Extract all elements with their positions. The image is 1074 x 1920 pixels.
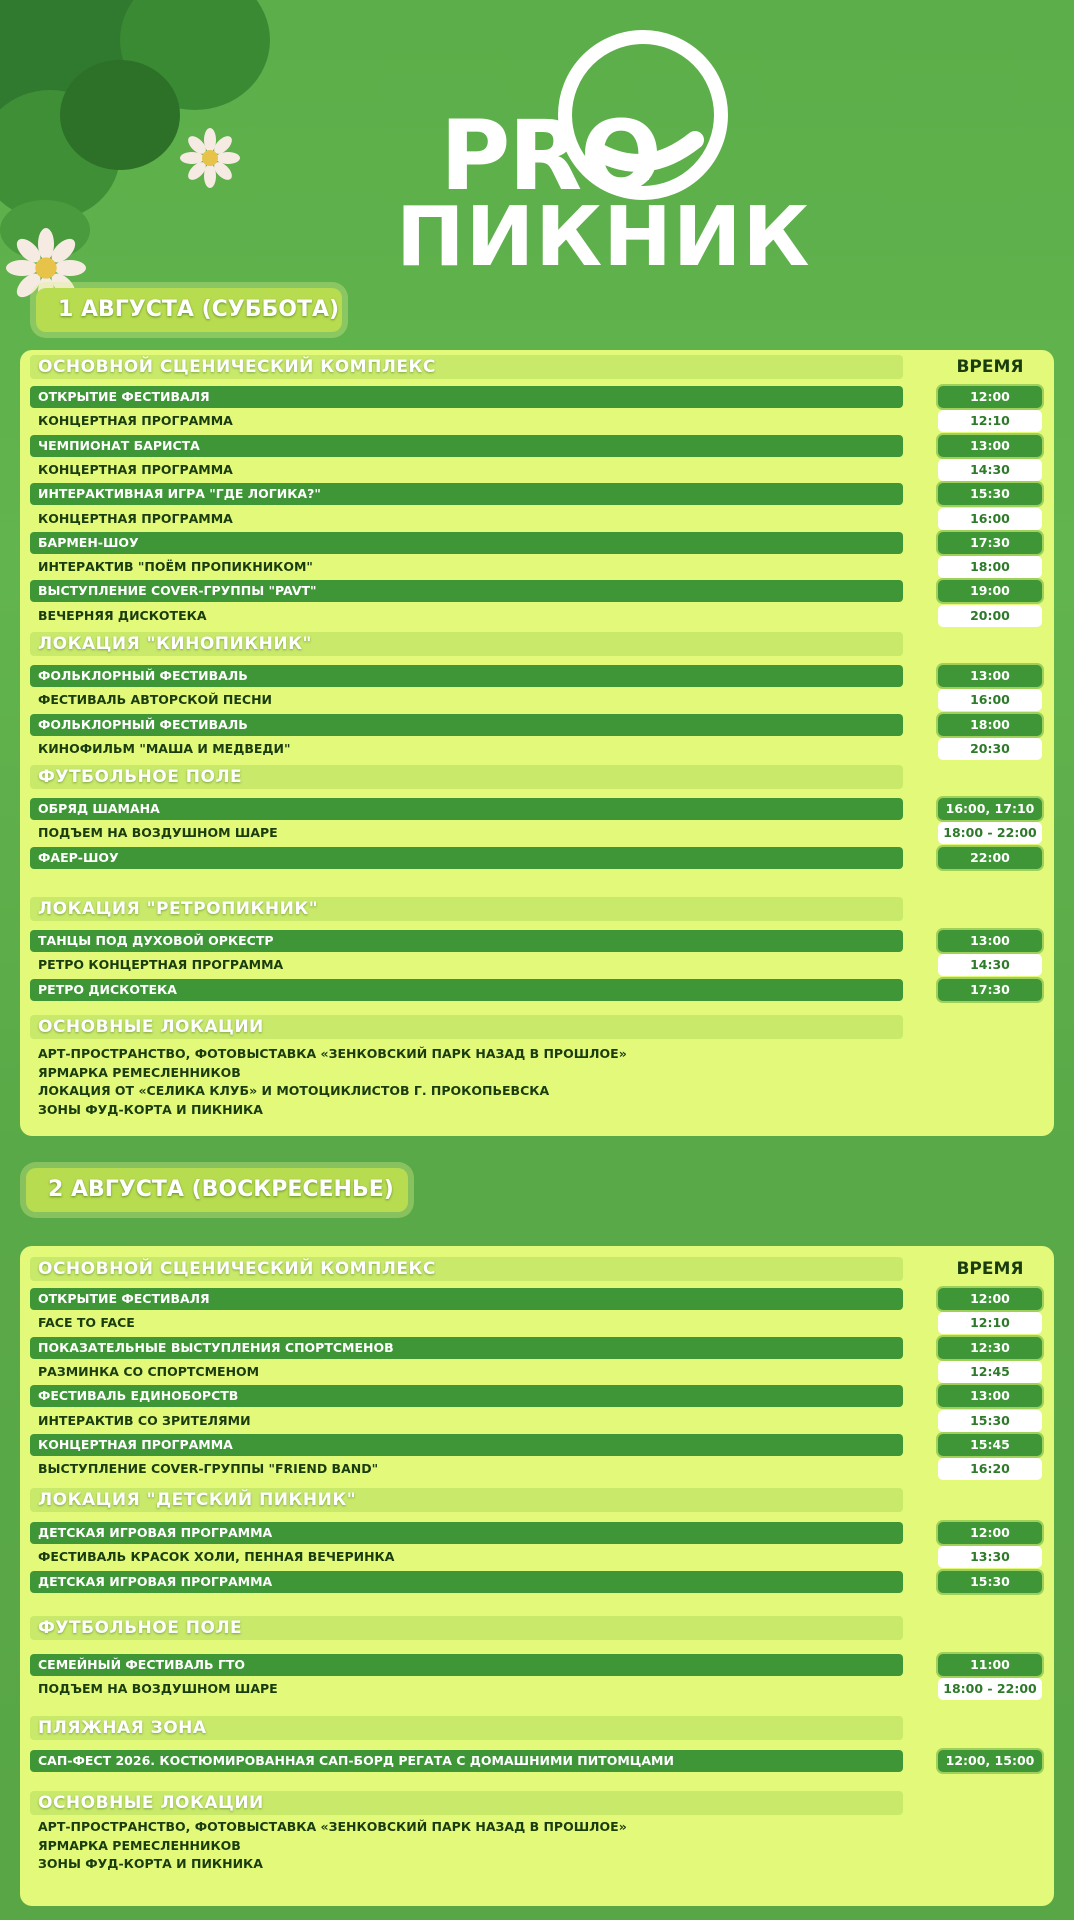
day1-schedule-panel	[20, 350, 1054, 1136]
event-time: 18:00 - 22:00	[938, 822, 1042, 844]
event-name: САП-ФЕСТ 2026. КОСТЮМИРОВАННАЯ САП-БОРД РЕГАТА С ДОМАШНИМИ ПИТОМЦАМИ	[30, 1750, 903, 1772]
locations-title: ОСНОВНЫЕ ЛОКАЦИИ	[30, 1791, 903, 1815]
event-time: 15:30	[938, 483, 1042, 505]
schedule-row	[30, 1571, 1044, 1593]
event-name: ИНТЕРАКТИВ СО ЗРИТЕЛЯМИ	[38, 1412, 251, 1428]
event-time: 18:00	[938, 714, 1042, 736]
schedule-row	[30, 1678, 1044, 1700]
day1-heading: 1 АВГУСТА (СУББОТА)	[36, 288, 342, 332]
event-name: ФЕСТИВАЛЬ ЕДИНОБОРСТВ	[30, 1385, 903, 1407]
event-name: КИНОФИЛЬМ "МАША И МЕДВЕДИ"	[38, 740, 291, 756]
event-time: 12:00	[938, 1522, 1042, 1544]
event-time: 18:00	[938, 556, 1042, 578]
event-time: 12:10	[938, 1312, 1042, 1334]
location-item: ЗОНЫ ФУД-КОРТА И ПИКНИКА	[38, 1856, 263, 1871]
event-time: 16:20	[938, 1458, 1042, 1480]
section-title: ЛОКАЦИЯ "КИНОПИКНИК"	[30, 632, 903, 656]
event-time: 12:45	[938, 1361, 1042, 1383]
event-time: 18:00 - 22:00	[938, 1678, 1042, 1700]
event-time: 22:00	[938, 847, 1042, 869]
event-time: 12:00	[938, 1288, 1042, 1310]
event-time: 20:30	[938, 738, 1042, 760]
event-time: 13:00	[938, 665, 1042, 687]
event-time: 12:00	[938, 386, 1042, 408]
event-name: ПОДЪЕМ НА ВОЗДУШНОМ ШАРЕ	[38, 1681, 278, 1697]
schedule-row	[30, 822, 1044, 844]
event-time: 14:30	[938, 459, 1042, 481]
event-name: ТАНЦЫ ПОД ДУХОВОЙ ОРКЕСТР	[30, 930, 903, 952]
event-time: 12:00, 15:00	[938, 1750, 1042, 1772]
day2-heading: 2 АВГУСТА (ВОСКРЕСЕНЬЕ)	[26, 1168, 408, 1212]
event-name: ИНТЕРАКТИВНАЯ ИГРА "ГДЕ ЛОГИКА?"	[30, 483, 903, 505]
logo	[380, 30, 811, 300]
section-title: ПЛЯЖНАЯ ЗОНА	[30, 1716, 903, 1740]
event-time: 12:10	[938, 410, 1042, 432]
event-name: СЕМЕЙНЫЙ ФЕСТИВАЛЬ ГТО	[30, 1654, 903, 1676]
event-name: ЧЕМПИОНАТ БАРИСТА	[30, 435, 903, 457]
event-name: БАРМЕН-ШОУ	[30, 532, 903, 554]
schedule-row	[30, 1288, 1044, 1310]
schedule-row	[30, 930, 1044, 952]
event-name: ОТКРЫТИЕ ФЕСТИВАЛЯ	[30, 386, 903, 408]
schedule-row	[30, 1654, 1044, 1676]
event-name: КОНЦЕРТНАЯ ПРОГРАММА	[38, 413, 233, 429]
event-time: 16:00, 17:10	[938, 798, 1042, 820]
event-name: ИНТЕРАКТИВ "ПОЁМ ПРОПИКНИКОМ"	[38, 559, 313, 575]
schedule-row	[30, 532, 1044, 554]
schedule-row	[30, 689, 1044, 711]
event-time: 17:30	[938, 979, 1042, 1001]
event-time: 17:30	[938, 532, 1042, 554]
schedule-row	[30, 459, 1044, 481]
schedule-row	[30, 556, 1044, 578]
event-name: ВЕЧЕРНЯЯ ДИСКОТЕКА	[38, 607, 207, 623]
section-title: ЛОКАЦИЯ "РЕТРОПИКНИК"	[30, 897, 903, 921]
location-item: ЯРМАРКА РЕМЕСЛЕННИКОВ	[38, 1064, 241, 1080]
event-time: 16:00	[938, 508, 1042, 530]
event-name: ФОЛЬКЛОРНЫЙ ФЕСТИВАЛЬ	[30, 714, 903, 736]
event-name: ДЕТСКАЯ ИГРОВАЯ ПРОГРАММА	[30, 1571, 903, 1593]
logo-text-piknik: ПИКНИК	[396, 190, 811, 285]
schedule-row	[30, 1385, 1044, 1407]
event-name: ВЫСТУПЛЕНИЕ COVER-ГРУППЫ "PAVT"	[30, 580, 903, 602]
section-title: ЛОКАЦИЯ "ДЕТСКИЙ ПИКНИК"	[30, 1488, 903, 1512]
event-time: 13:00	[938, 435, 1042, 457]
time-column-header: ВРЕМЯ	[956, 357, 1024, 377]
schedule-row	[30, 1312, 1044, 1334]
schedule-row	[30, 1458, 1044, 1480]
schedule-row	[30, 435, 1044, 457]
day2-schedule-panel	[20, 1246, 1054, 1906]
schedule-row	[30, 798, 1044, 820]
schedule-row	[30, 1546, 1044, 1568]
schedule-row	[30, 1361, 1044, 1383]
event-time: 13:00	[938, 1385, 1042, 1407]
event-name: ПОДЪЕМ НА ВОЗДУШНОМ ШАРЕ	[38, 825, 278, 841]
event-name: ФЕСТИВАЛЬ АВТОРСКОЙ ПЕСНИ	[38, 692, 273, 708]
event-name: ВЫСТУПЛЕНИЕ COVER-ГРУППЫ "FRIEND BAND"	[38, 1461, 379, 1477]
event-time: 12:30	[938, 1337, 1042, 1359]
event-name: FACE TO FACE	[38, 1315, 135, 1331]
event-name: КОНЦЕРТНАЯ ПРОГРАММА	[38, 461, 233, 477]
schedule-row	[30, 665, 1044, 687]
schedule-row	[30, 605, 1044, 627]
schedule-row	[30, 954, 1044, 976]
event-name: ФЕСТИВАЛЬ КРАСОК ХОЛИ, ПЕННАЯ ВЕЧЕРИНКА	[38, 1549, 395, 1565]
section-title: ФУТБОЛЬНОЕ ПОЛЕ	[30, 765, 903, 789]
event-time: 11:00	[938, 1654, 1042, 1676]
event-name: КОНЦЕРТНАЯ ПРОГРАММА	[38, 510, 233, 526]
event-name: РЕТРО ДИСКОТЕКА	[30, 979, 903, 1001]
event-time: 19:00	[938, 580, 1042, 602]
schedule-row	[30, 1410, 1044, 1432]
locations-title: ОСНОВНЫЕ ЛОКАЦИИ	[30, 1015, 903, 1039]
event-time: 15:45	[938, 1434, 1042, 1456]
event-name: КОНЦЕРТНАЯ ПРОГРАММА	[30, 1434, 903, 1456]
location-item: АРТ-ПРОСТРАНСТВО, ФОТОВЫСТАВКА «ЗЕНКОВСКИЙ ПАРК НАЗАД В ПРОШЛОЕ»	[38, 1819, 627, 1834]
event-time: 14:30	[938, 954, 1042, 976]
schedule-row	[30, 979, 1044, 1001]
time-column-header: ВРЕМЯ	[956, 1259, 1024, 1279]
event-time: 16:00	[938, 689, 1042, 711]
schedule-row	[30, 1337, 1044, 1359]
location-item: ЯРМАРКА РЕМЕСЛЕННИКОВ	[38, 1837, 241, 1853]
schedule-row	[30, 410, 1044, 432]
event-name: ДЕТСКАЯ ИГРОВАЯ ПРОГРАММА	[30, 1522, 903, 1544]
location-item: АРТ-ПРОСТРАНСТВО, ФОТОВЫСТАВКА «ЗЕНКОВСКИЙ ПАРК НАЗАД В ПРОШЛОЕ»	[38, 1046, 627, 1061]
section-title: ФУТБОЛЬНОЕ ПОЛЕ	[30, 1616, 903, 1640]
section-title: ОСНОВНОЙ СЦЕНИЧЕСКИЙ КОМПЛЕКС	[30, 1257, 903, 1281]
event-name: ОБРЯД ШАМАНА	[30, 798, 903, 820]
schedule-row	[30, 1522, 1044, 1544]
schedule-row	[30, 714, 1044, 736]
location-item: ЗОНЫ ФУД-КОРТА И ПИКНИКА	[38, 1101, 263, 1117]
event-time: 20:00	[938, 605, 1042, 627]
event-time: 13:30	[938, 1546, 1042, 1568]
location-item: ЛОКАЦИЯ ОТ «СЕЛИКА КЛУБ» И МОТОЦИКЛИСТОВ Г. ПРОКОПЬЕВСКА	[38, 1083, 550, 1098]
schedule-row	[30, 738, 1044, 760]
schedule-row	[30, 386, 1044, 408]
event-name: ФОЛЬКЛОРНЫЙ ФЕСТИВАЛЬ	[30, 665, 903, 687]
event-name: ПОКАЗАТЕЛЬНЫЕ ВЫСТУПЛЕНИЯ СПОРТСМЕНОВ	[30, 1337, 903, 1359]
event-name: ОТКРЫТИЕ ФЕСТИВАЛЯ	[30, 1288, 903, 1310]
event-name: РЕТРО КОНЦЕРТНАЯ ПРОГРАММА	[38, 957, 284, 973]
section-title: ОСНОВНОЙ СЦЕНИЧЕСКИЙ КОМПЛЕКС	[30, 355, 903, 379]
event-time: 15:30	[938, 1571, 1042, 1593]
event-name: ФАЕР-ШОУ	[30, 847, 903, 869]
event-time: 13:00	[938, 930, 1042, 952]
schedule-row	[30, 1750, 1044, 1772]
logo-text-pro: PRO	[440, 100, 660, 212]
event-name: РАЗМИНКА СО СПОРТСМЕНОМ	[38, 1363, 260, 1379]
schedule-row	[30, 580, 1044, 602]
flower-icon	[180, 128, 240, 188]
schedule-row	[30, 847, 1044, 869]
schedule-row	[30, 508, 1044, 530]
schedule-row	[30, 483, 1044, 505]
schedule-row	[30, 1434, 1044, 1456]
event-time: 15:30	[938, 1410, 1042, 1432]
